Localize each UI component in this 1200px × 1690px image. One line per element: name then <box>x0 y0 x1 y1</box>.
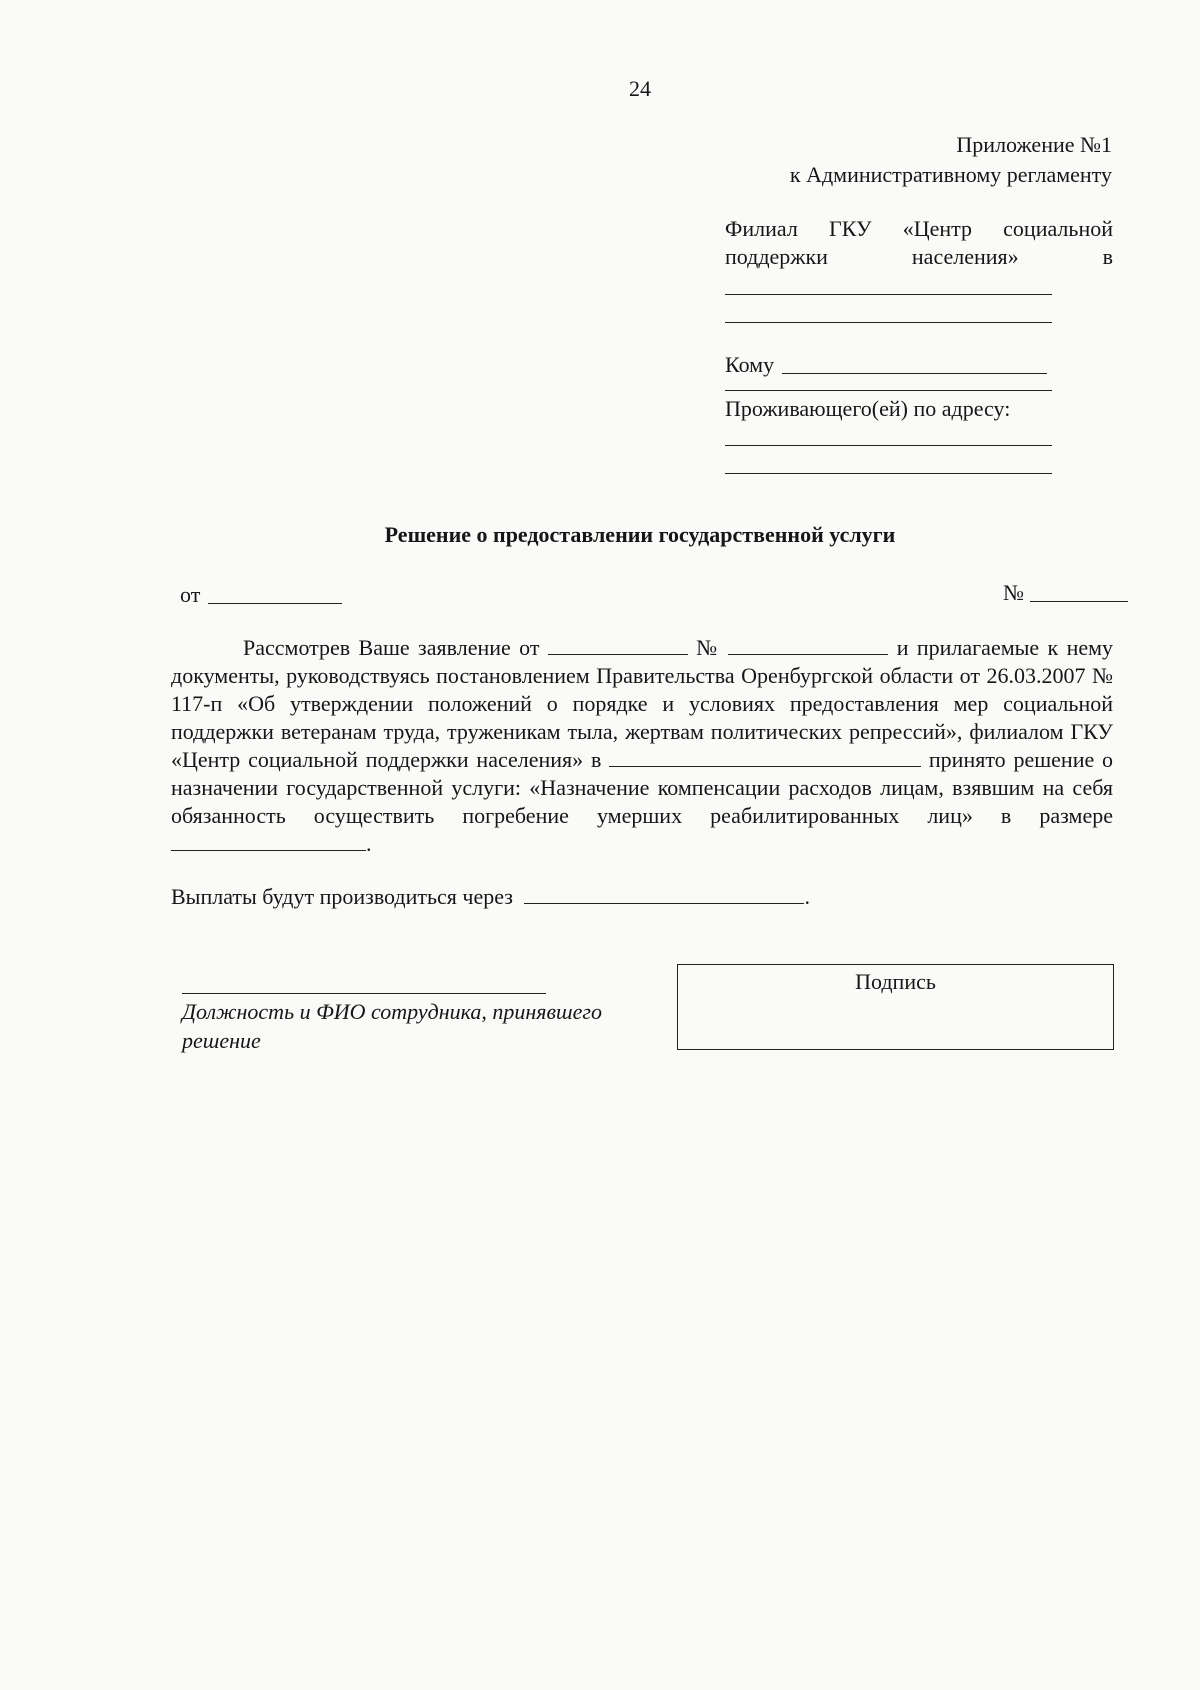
page-number: 24 <box>629 76 651 101</box>
date-fill-line <box>208 603 342 604</box>
decision-paragraph <box>171 634 1113 858</box>
appendix-title: Приложение №1 <box>956 132 1112 157</box>
recipient-fill-line <box>782 373 1047 374</box>
date-label: от <box>180 582 201 607</box>
payments-label: Выплаты будут производиться через <box>171 884 513 909</box>
signature-box <box>677 964 1114 1050</box>
document-number-fill-line <box>1030 601 1128 602</box>
recipient-label: Кому <box>725 352 775 377</box>
amount-blank <box>171 832 366 851</box>
decision-text-part-4: принято решение о назначении государственной услуги: «Назначение компенсации расходов лицам, взявшим на себя обязанность осуществить погребение умерших реабилитированных лиц» в размере <box>171 747 1114 828</box>
date-row <box>180 582 342 608</box>
payments-blank <box>524 885 804 904</box>
document-number-label: № <box>1003 580 1024 605</box>
decision-text-part-3: и прилагаемые к нему документы, руководствуясь постановлением Правительства Оренбургской области от 26.03.2007 № 117-п «Об утверждении положений о порядке и условиях предоставления мер социальной поддержки ветеранам труда, труженикам тыла, жертвам политических репрессий», филиалом ГКУ «Центр социальной поддержки населения» в <box>171 635 1114 772</box>
address-fill-line-2 <box>725 473 1052 474</box>
organization-fill-line <box>725 294 1052 295</box>
residence-label: Проживающего(ей) по адресу: <box>725 396 1011 421</box>
recipient-fill-line-2 <box>725 390 1052 391</box>
document-title: Решение о предоставлении государственной услуги <box>384 522 896 547</box>
appendix-subtitle: к Административному регламенту <box>789 162 1112 187</box>
official-signature-line <box>182 993 546 994</box>
payments-row <box>171 884 810 910</box>
organization-name: Филиал ГКУ «Центр социальной поддержки населения» в <box>725 216 1113 269</box>
addressee-block <box>725 215 1113 474</box>
application-number-blank <box>728 636 888 655</box>
decision-text-part-2: № <box>696 635 721 660</box>
position-caption: Должность и ФИО сотрудника, принявшего решение <box>182 999 602 1053</box>
decision-text-part-5: . <box>366 831 372 856</box>
recipient-row <box>725 351 1113 379</box>
decision-text <box>171 634 1113 858</box>
address-fill-line <box>725 445 1052 446</box>
organization-fill-line-2 <box>725 322 1052 323</box>
payments-end: . <box>804 884 810 909</box>
appendix-header <box>790 130 1112 190</box>
signature-box-label: Подпись <box>855 969 936 994</box>
document-number-row <box>1003 580 1128 606</box>
decision-text-part-1: Рассмотрев Ваше заявление от <box>243 635 540 660</box>
branch-location-blank <box>609 748 921 767</box>
application-date-blank <box>548 636 688 655</box>
